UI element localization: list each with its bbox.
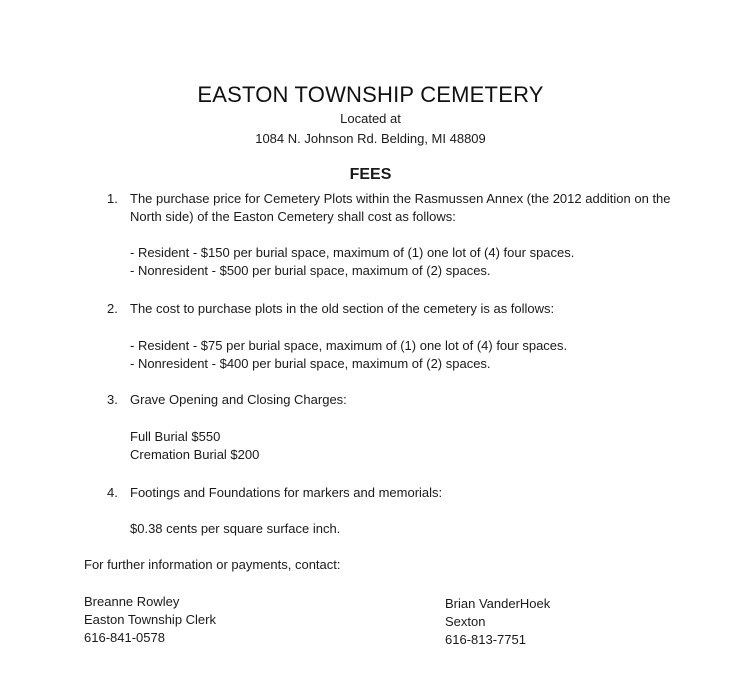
located-label: Located at	[340, 111, 401, 126]
fee-line: - Resident - $75 per burial space, maximum of (1) one lot of (4) four spaces.	[130, 338, 568, 353]
fee-line: - Nonresident - $400 per burial space, maximum of (2) spaces.	[130, 356, 491, 371]
item-number: 2.	[107, 301, 118, 316]
sexton-phone: 616-813-7751	[445, 632, 526, 647]
document-title: EASTON TOWNSHIP CEMETERY	[197, 82, 544, 107]
item-number: 4.	[107, 485, 118, 500]
clerk-role: Easton Township Clerk	[84, 612, 216, 627]
item-number: 1.	[107, 191, 118, 206]
item-text: The cost to purchase plots in the old section of the cemetery is as follows:	[130, 301, 555, 316]
fees-heading: FEES	[349, 166, 392, 183]
clerk-name: Breanne Rowley	[84, 594, 180, 609]
fee-line: Full Burial $550	[130, 429, 221, 444]
clerk-phone: 616-841-0578	[84, 630, 165, 645]
fee-line: - Resident - $150 per burial space, maximum of (1) one lot of (4) four spaces.	[130, 245, 575, 260]
address-line: 1084 N. Johnson Rd. Belding, MI 48809	[255, 131, 486, 146]
item-text: The purchase price for Cemetery Plots within the Rasmussen Annex (the 2012 addition on the North side) of the Easton Cemetery shall cost as follows:	[130, 191, 671, 224]
item-number: 3.	[107, 392, 118, 407]
fee-line: - Nonresident - $500 per burial space, maximum of (2) spaces.	[130, 263, 491, 278]
item-text: Grave Opening and Closing Charges:	[130, 392, 347, 407]
item-text: Footings and Foundations for markers and memorials:	[130, 485, 443, 500]
fee-line: $0.38 cents per square surface inch.	[130, 521, 341, 536]
sexton-role: Sexton	[445, 614, 486, 629]
fee-line: Cremation Burial $200	[130, 447, 260, 462]
contact-line: For further information or payments, contact:	[84, 557, 341, 572]
sexton-name: Brian VanderHoek	[445, 596, 551, 611]
